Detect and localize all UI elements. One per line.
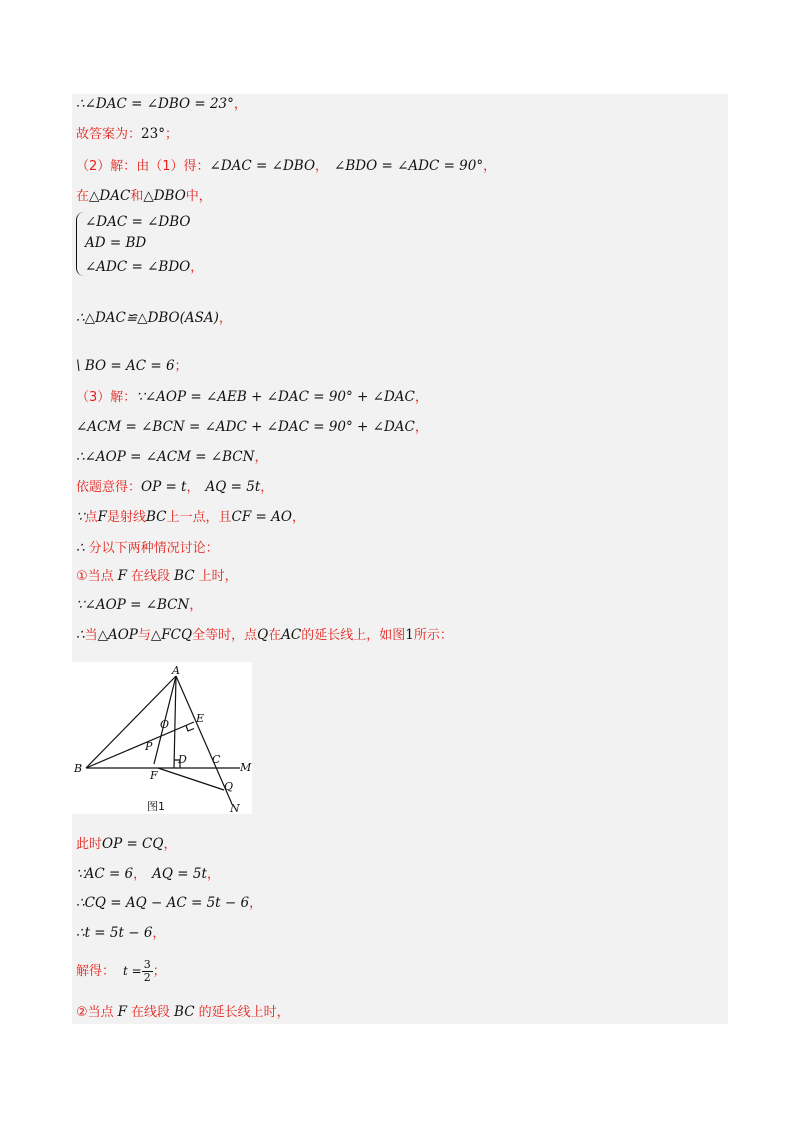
line-19: ∴t = 5t − 6， bbox=[76, 925, 166, 941]
pt-A: A bbox=[172, 664, 180, 677]
system-eq-3: ∠ADC = ∠BDO， bbox=[85, 259, 204, 275]
line-13: ①当点 F 在线段 BC 上时， bbox=[76, 568, 238, 584]
line-14: ∵∠AOP = ∠BCN， bbox=[76, 597, 203, 613]
line-3: （2）解：由（1）得：∠DAC = ∠DBO， ∠BDO = ∠ADC = 90°， bbox=[76, 158, 497, 174]
fraction-3-2: $\frac{3}{2}$ bbox=[143, 958, 151, 984]
figure-caption: 图1 bbox=[147, 800, 165, 813]
line-10: 依题意得：OP = t， AQ = 5t， bbox=[76, 479, 274, 495]
line-2: 故答案为：23°； bbox=[76, 126, 178, 142]
pt-D: D bbox=[178, 753, 187, 766]
pt-M: M bbox=[240, 761, 252, 774]
right-angle-E bbox=[186, 726, 194, 732]
line-12: ∴ 分以下两种情况讨论： bbox=[76, 540, 219, 556]
line-9: ∴∠AOP = ∠ACM = ∠BCN， bbox=[76, 449, 268, 465]
line-16: 此时OP = CQ， bbox=[76, 836, 177, 852]
pt-B: B bbox=[74, 762, 83, 775]
line-1: ∴∠DAC = ∠DBO = 23°， bbox=[76, 96, 247, 112]
pt-C: C bbox=[212, 753, 221, 766]
pt-N: N bbox=[230, 802, 240, 814]
system-eq-2: AD = BD bbox=[85, 235, 147, 251]
line-15: ∴当△AOP与△FCQ全等时，点Q在AC的延长线上，如图1所示： bbox=[76, 627, 453, 643]
line-6: \ BO = AC = 6； bbox=[76, 358, 188, 374]
line-5: ∴△DAC≌△DBO(ASA)， bbox=[76, 310, 232, 326]
line-11: ∵点F是射线BC上一点，且CF = AO， bbox=[76, 509, 305, 525]
figure-svg bbox=[72, 662, 252, 814]
seg-FQ bbox=[158, 768, 224, 790]
system-eq-1: ∠DAC = ∠DBO bbox=[85, 214, 191, 230]
system-brace bbox=[76, 212, 85, 276]
pt-P: P bbox=[145, 740, 153, 753]
pt-O: O bbox=[160, 718, 170, 731]
seg-AD bbox=[174, 676, 176, 768]
pt-F: F bbox=[150, 769, 158, 782]
line-8: ∠ACM = ∠BCN = ∠ADC + ∠DAC = 90° + ∠DAC， bbox=[76, 419, 428, 435]
geometry-figure-1 bbox=[72, 662, 252, 814]
line-7: （3）解：∵∠AOP = ∠AEB + ∠DAC = 90° + ∠DAC， bbox=[76, 389, 428, 405]
line-18: ∴CQ = AQ − AC = 5t − 6， bbox=[76, 895, 263, 911]
pt-Q: Q bbox=[224, 780, 234, 793]
line-4: 在△DAC和△DBO中， bbox=[76, 188, 212, 204]
line-17: ∵AC = 6， AQ = 5t， bbox=[76, 866, 220, 882]
line-21: ②当点 F 在线段 BC 的延长线上时， bbox=[76, 1004, 290, 1020]
line-20: 解得： t = $\frac{3}{2}$ ； bbox=[76, 958, 166, 984]
pt-E: E bbox=[196, 712, 205, 725]
